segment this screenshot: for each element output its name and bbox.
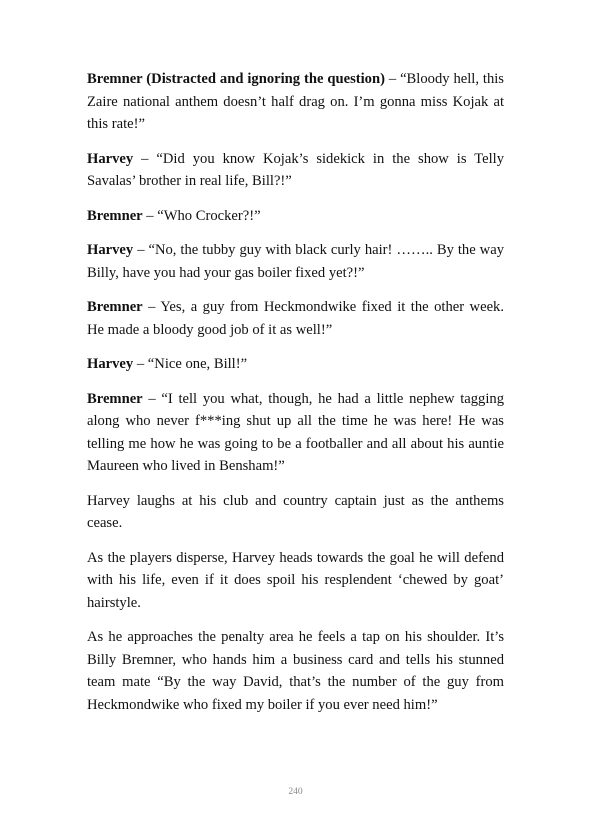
dialogue-text: – “I tell you what, though, he had a little nephew tagging along who never f***ing shut up all the time he was here! He was telling me how he was going to be a footballer and all about his auntie Maureen who lived in Bensham!”: [87, 390, 504, 474]
narrative-text: As the players disperse, Harvey heads towards the goal he will defend with his life, even if it does spoil his resplendent ‘chewed by goat’ hairstyle.: [87, 549, 504, 611]
speaker-name: Harvey: [87, 356, 134, 372]
page-body: [87, 68, 504, 728]
dialogue-text: – “Who Crocker?!”: [142, 207, 261, 224]
dialogue-paragraph: [87, 148, 504, 193]
narrative-paragraph: [87, 490, 504, 535]
dialogue-paragraph: [87, 68, 504, 136]
narrative-paragraph: [87, 626, 504, 716]
dialogue-paragraph: [87, 205, 504, 228]
dialogue-text: – “Bloody hell, this Zaire national anthem doesn’t half drag on. I’m gonna miss Kojak at this rate!”: [87, 71, 504, 132]
dialogue-paragraph: [87, 239, 504, 284]
dialogue-text: – “No, the tubby guy with black curly hair! …….. By the way Billy, have you had your gas boiler fixed yet?!”: [87, 242, 504, 281]
speaker-name: Bremner: [87, 390, 143, 407]
page-number: 240: [288, 787, 303, 797]
narrative-text: As he approaches the penalty area he feels a tap on his shoulder. It’s Billy Bremner, who hands him a business card and tells his stunned team mate “By the way David, that’s the number of the guy from Heckmondwike who fixed my boiler if you ever need him!”: [87, 629, 504, 713]
dialogue-paragraph: [87, 388, 504, 478]
dialogue-text: – Yes, a guy from Heckmondwike fixed it the other week. He made a bloody good job of it as well!”: [87, 299, 504, 338]
speaker-name: Bremner (Distracted and ignoring the question): [87, 71, 385, 87]
narrative-text: Harvey laughs at his club and country captain just as the anthems cease.: [87, 492, 504, 531]
narrative-paragraph: [87, 547, 504, 615]
speaker-name: Harvey: [87, 150, 134, 167]
speaker-name: Harvey: [87, 242, 134, 258]
speaker-name: Bremner: [87, 207, 143, 224]
speaker-name: Bremner: [87, 299, 143, 315]
dialogue-text: – “Nice one, Bill!”: [133, 356, 248, 372]
dialogue-paragraph: [87, 353, 504, 376]
dialogue-text: – “Did you know Kojak’s sidekick in the show is Telly Savalas’ brother in real life, Bill?!”: [87, 150, 504, 189]
dialogue-paragraph: [87, 296, 504, 341]
